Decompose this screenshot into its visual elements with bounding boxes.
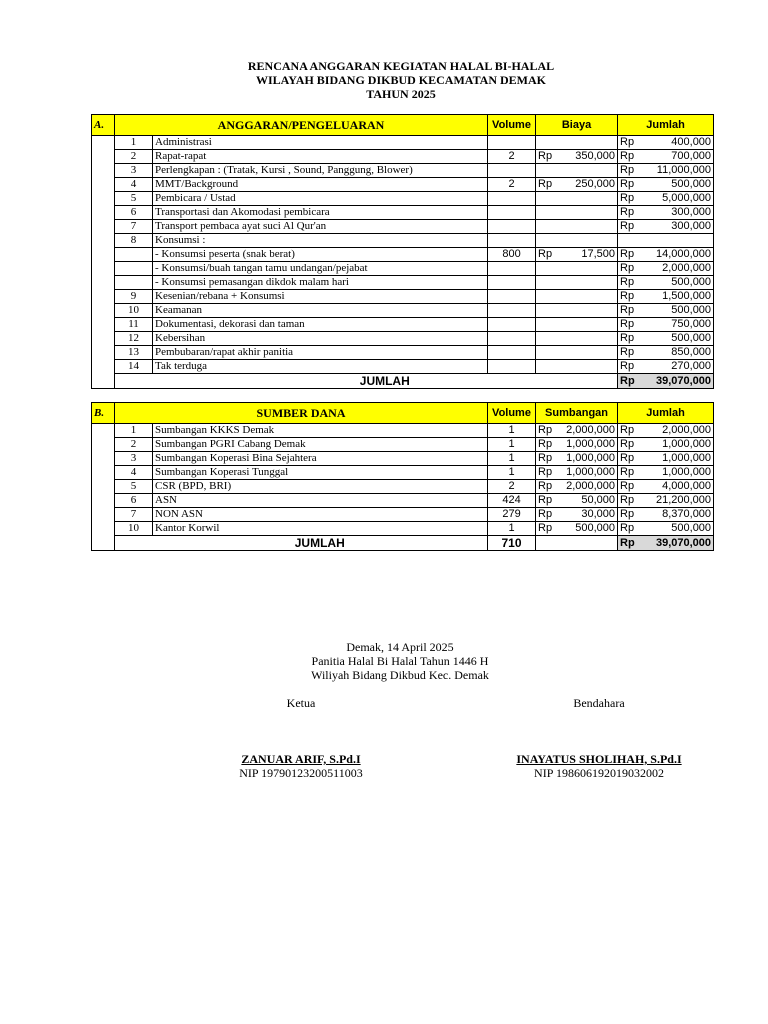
row-biaya-currency <box>536 318 560 332</box>
col-biaya: Biaya <box>536 115 618 136</box>
right-role: Bendahara <box>573 696 625 710</box>
row-biaya-currency <box>536 360 560 374</box>
row-volume <box>488 346 536 360</box>
row-jumlah: 500,000 <box>642 522 714 536</box>
row-number <box>115 262 153 276</box>
row-volume: 800 <box>488 248 536 262</box>
row-jumlah: 1,000,000 <box>642 452 714 466</box>
row-jumlah-currency: Rp <box>618 248 642 262</box>
expense-table <box>91 114 714 389</box>
row-margin <box>92 452 115 466</box>
row-jumlah-currency: Rp <box>618 164 642 178</box>
doc-title-line1: RENCANA ANGGARAN KEGIATAN HALAL BI-HALAL <box>247 59 555 73</box>
row-volume <box>488 136 536 150</box>
row-margin <box>92 262 115 276</box>
row-biaya-currency <box>536 234 560 248</box>
funding-col-volume: Volume <box>488 403 536 424</box>
row-volume <box>488 276 536 290</box>
row-biaya <box>560 304 618 318</box>
row-margin <box>92 508 115 522</box>
expense-total-rp: Rp <box>618 374 642 389</box>
row-item: Perlengkapan : (Tratak, Kursi , Sound, Panggung, Blower) <box>153 164 488 178</box>
row-margin <box>92 424 115 438</box>
funding-total-row <box>92 536 714 551</box>
funding-table <box>91 402 714 551</box>
row-item: Konsumsi : <box>153 234 488 248</box>
row-biaya <box>560 262 618 276</box>
row-margin <box>92 136 115 150</box>
row-jumlah: 850,000 <box>642 346 714 360</box>
table-row <box>92 438 714 452</box>
row-sumbangan-currency: Rp <box>536 452 560 466</box>
row-item: Pembicara / Ustad <box>153 192 488 206</box>
table-row <box>92 136 714 150</box>
funding-col-jumlah: Jumlah <box>618 403 714 424</box>
table-row <box>92 522 714 536</box>
row-biaya-currency <box>536 192 560 206</box>
funding-total-value: 39,070,000 <box>642 536 714 551</box>
table-row <box>92 164 714 178</box>
row-biaya-currency <box>536 304 560 318</box>
row-sumbangan: 500,000 <box>560 522 618 536</box>
row-jumlah: 1,000,000 <box>642 438 714 452</box>
row-item: ASN <box>153 494 488 508</box>
row-number: 8 <box>115 234 153 248</box>
row-volume: 1 <box>488 466 536 480</box>
row-biaya <box>560 276 618 290</box>
row-margin <box>92 220 115 234</box>
row-margin <box>92 466 115 480</box>
row-item: Keamanan <box>153 304 488 318</box>
row-volume: 1 <box>488 452 536 466</box>
row-jumlah: 21,200,000 <box>642 494 714 508</box>
row-item: Transport pembaca ayat suci Al Qur'an <box>153 220 488 234</box>
row-biaya-currency: Rp <box>536 248 560 262</box>
row-biaya: 350,000 <box>560 150 618 164</box>
row-item: Sumbangan PGRI Cabang Demak <box>153 438 488 452</box>
col-jumlah: Jumlah <box>618 115 714 136</box>
row-volume <box>488 290 536 304</box>
row-number: 9 <box>115 290 153 304</box>
table-row <box>92 508 714 522</box>
row-jumlah-currency: Rp <box>618 206 642 220</box>
row-biaya-currency: Rp <box>536 150 560 164</box>
row-jumlah-currency: Rp <box>618 508 642 522</box>
row-sumbangan-currency: Rp <box>536 508 560 522</box>
row-number: 1 <box>115 136 153 150</box>
row-jumlah: 500,000 <box>642 178 714 192</box>
row-jumlah: 500,000 <box>642 332 714 346</box>
table-row <box>92 192 714 206</box>
row-number <box>115 276 153 290</box>
row-jumlah-currency: Rp <box>618 346 642 360</box>
table-row <box>92 206 714 220</box>
row-jumlah: 1,500,000 <box>642 290 714 304</box>
row-jumlah: 500,000 <box>642 304 714 318</box>
row-jumlah-currency: Rp <box>618 494 642 508</box>
row-sumbangan: 2,000,000 <box>560 480 618 494</box>
row-jumlah-currency: Rp <box>618 332 642 346</box>
row-jumlah: 700,000 <box>642 150 714 164</box>
row-biaya <box>560 136 618 150</box>
row-sumbangan-currency: Rp <box>536 480 560 494</box>
expense-header-row <box>92 115 714 136</box>
table-row <box>92 360 714 374</box>
row-item: Kesenian/rebana + Konsumsi <box>153 290 488 304</box>
row-volume <box>488 332 536 346</box>
row-jumlah-currency: Rp <box>618 136 642 150</box>
row-item: Sumbangan Koperasi Bina Sejahtera <box>153 452 488 466</box>
row-sumbangan: 1,000,000 <box>560 466 618 480</box>
row-margin <box>92 192 115 206</box>
row-item: Transportasi dan Akomodasi pembicara <box>153 206 488 220</box>
row-number: 4 <box>115 178 153 192</box>
row-biaya <box>560 346 618 360</box>
table-row <box>92 494 714 508</box>
expense-total-label: JUMLAH <box>153 374 618 389</box>
row-biaya <box>560 290 618 304</box>
row-margin <box>92 234 115 248</box>
row-volume <box>488 318 536 332</box>
row-jumlah-currency: Rp <box>618 318 642 332</box>
row-item: Kebersihan <box>153 332 488 346</box>
row-item: NON ASN <box>153 508 488 522</box>
section-b-letter: B. <box>92 403 115 424</box>
row-item: - Konsumsi peserta (snak berat) <box>153 248 488 262</box>
table-row <box>92 150 714 164</box>
row-sumbangan-currency: Rp <box>536 466 560 480</box>
row-biaya <box>560 192 618 206</box>
row-volume: 1 <box>488 424 536 438</box>
row-item: Tak terduga <box>153 360 488 374</box>
row-number: 14 <box>115 360 153 374</box>
row-number: 6 <box>115 494 153 508</box>
row-number: 13 <box>115 346 153 360</box>
row-biaya-currency <box>536 276 560 290</box>
left-signer-nip: NIP 19790123200511003 <box>239 766 363 780</box>
funding-total-rp: Rp <box>618 536 642 551</box>
row-margin <box>92 304 115 318</box>
row-number: 7 <box>115 220 153 234</box>
table-row <box>92 466 714 480</box>
table-row <box>92 346 714 360</box>
row-jumlah: 270,000 <box>642 360 714 374</box>
row-jumlah-currency: Rp <box>618 480 642 494</box>
row-biaya <box>560 332 618 346</box>
row-number: 7 <box>115 508 153 522</box>
row-item: - Konsumsi/buah tangan tamu undangan/pejabat <box>153 262 488 276</box>
row-jumlah <box>642 234 714 248</box>
row-biaya-currency <box>536 136 560 150</box>
row-number: 3 <box>115 164 153 178</box>
right-signer <box>469 752 729 780</box>
row-item: Kantor Korwil <box>153 522 488 536</box>
row-jumlah-currency: Rp <box>618 522 642 536</box>
row-sumbangan: 50,000 <box>560 494 618 508</box>
row-jumlah-currency: Rp <box>618 452 642 466</box>
row-volume <box>488 234 536 248</box>
row-number: 10 <box>115 522 153 536</box>
row-jumlah-currency: Rp <box>618 424 642 438</box>
row-jumlah-currency: Rp <box>618 150 642 164</box>
row-volume <box>488 360 536 374</box>
table-row <box>92 424 714 438</box>
row-margin <box>92 438 115 452</box>
row-biaya-currency <box>536 290 560 304</box>
row-number: 2 <box>115 438 153 452</box>
row-jumlah: 1,000,000 <box>642 466 714 480</box>
table-row <box>92 248 714 262</box>
row-margin <box>92 248 115 262</box>
row-biaya <box>560 234 618 248</box>
row-volume: 2 <box>488 178 536 192</box>
table-row <box>92 234 714 248</box>
row-margin <box>92 332 115 346</box>
row-margin <box>92 290 115 304</box>
funding-title: SUMBER DANA <box>115 403 488 424</box>
row-jumlah: 400,000 <box>642 136 714 150</box>
row-margin <box>92 276 115 290</box>
row-biaya-currency <box>536 164 560 178</box>
row-jumlah: 750,000 <box>642 318 714 332</box>
row-biaya <box>560 164 618 178</box>
expense-total-row <box>92 374 714 389</box>
row-margin <box>92 150 115 164</box>
row-jumlah: 4,000,000 <box>642 480 714 494</box>
row-number: 11 <box>115 318 153 332</box>
left-signer-name: ZANUAR ARIF, S.Pd.I <box>241 752 361 766</box>
row-sumbangan: 1,000,000 <box>560 452 618 466</box>
row-jumlah-currency: Rp <box>618 276 642 290</box>
row-biaya: 17,500 <box>560 248 618 262</box>
row-jumlah: 300,000 <box>642 220 714 234</box>
row-jumlah: 5,000,000 <box>642 192 714 206</box>
committee-name: Panitia Halal Bi Halal Tahun 1446 H <box>311 654 489 668</box>
row-jumlah: 2,000,000 <box>642 424 714 438</box>
row-margin <box>92 318 115 332</box>
row-biaya-currency <box>536 262 560 276</box>
row-biaya <box>560 206 618 220</box>
funding-total-volume: 710 <box>488 536 536 551</box>
row-number: 10 <box>115 304 153 318</box>
row-jumlah-currency: Rp <box>618 438 642 452</box>
funding-header-row <box>92 403 714 424</box>
row-margin <box>92 178 115 192</box>
committee-region: Wiliyah Bidang Dikbud Kec. Demak <box>311 668 489 682</box>
row-sumbangan-currency: Rp <box>536 438 560 452</box>
row-volume <box>488 164 536 178</box>
row-number: 5 <box>115 480 153 494</box>
row-sumbangan: 30,000 <box>560 508 618 522</box>
row-biaya-currency <box>536 332 560 346</box>
row-item: - Konsumsi pemasangan dikdok malam hari <box>153 276 488 290</box>
expense-col-volume: Volume <box>488 115 536 136</box>
row-jumlah: 11,000,000 <box>642 164 714 178</box>
table-row <box>92 290 714 304</box>
row-margin <box>92 480 115 494</box>
right-signer-name: INAYATUS SHOLIHAH, S.Pd.I <box>516 752 682 766</box>
row-margin <box>92 522 115 536</box>
row-number: 4 <box>115 466 153 480</box>
table-row <box>92 276 714 290</box>
row-sumbangan-currency: Rp <box>536 522 560 536</box>
left-role: Ketua <box>286 696 316 710</box>
table-row <box>92 262 714 276</box>
place-date: Demak, 14 April 2025 <box>346 640 454 654</box>
row-biaya <box>560 360 618 374</box>
expense-title: ANGGARAN/PENGELUARAN <box>115 115 488 136</box>
row-sumbangan-currency: Rp <box>536 494 560 508</box>
row-jumlah-currency: Rp <box>618 220 642 234</box>
row-volume <box>488 304 536 318</box>
row-volume: 279 <box>488 508 536 522</box>
table-row <box>92 480 714 494</box>
row-jumlah-currency: Rp <box>618 466 642 480</box>
table-row <box>92 452 714 466</box>
row-biaya <box>560 318 618 332</box>
row-volume <box>488 192 536 206</box>
row-jumlah: 300,000 <box>642 206 714 220</box>
row-number: 12 <box>115 332 153 346</box>
row-jumlah: 8,370,000 <box>642 508 714 522</box>
funding-total-label: JUMLAH <box>153 536 488 551</box>
row-item: CSR (BPD, BRI) <box>153 480 488 494</box>
row-biaya-currency <box>536 220 560 234</box>
right-signer-nip: NIP 198606192019032002 <box>534 766 664 780</box>
row-biaya-currency: Rp <box>536 178 560 192</box>
row-item: Rapat-rapat <box>153 150 488 164</box>
row-number: 5 <box>115 192 153 206</box>
row-item: Sumbangan Koperasi Tunggal <box>153 466 488 480</box>
row-sumbangan-currency: Rp <box>536 424 560 438</box>
left-signer <box>191 752 411 780</box>
table-row <box>92 220 714 234</box>
row-volume <box>488 262 536 276</box>
doc-title-line2: WILAYAH BIDANG DIKBUD KECAMATAN DEMAK <box>255 73 547 87</box>
row-margin <box>92 346 115 360</box>
row-jumlah-currency: Rp <box>618 360 642 374</box>
row-jumlah: 500,000 <box>642 276 714 290</box>
row-biaya: 250,000 <box>560 178 618 192</box>
row-number: 6 <box>115 206 153 220</box>
section-a-letter: A. <box>92 115 115 136</box>
row-biaya <box>560 220 618 234</box>
row-jumlah-currency: Rp <box>618 304 642 318</box>
row-volume: 1 <box>488 438 536 452</box>
row-number <box>115 248 153 262</box>
row-volume: 2 <box>488 480 536 494</box>
row-jumlah-currency: Rp <box>618 290 642 304</box>
row-biaya-currency <box>536 346 560 360</box>
row-jumlah-currency <box>618 234 642 248</box>
row-number: 1 <box>115 424 153 438</box>
row-item: Sumbangan KKKS Demak <box>153 424 488 438</box>
row-sumbangan: 1,000,000 <box>560 438 618 452</box>
table-row <box>92 178 714 192</box>
row-volume: 1 <box>488 522 536 536</box>
col-sumbangan: Sumbangan <box>536 403 618 424</box>
row-margin <box>92 164 115 178</box>
expense-total-value: 39,070,000 <box>642 374 714 389</box>
row-sumbangan: 2,000,000 <box>560 424 618 438</box>
row-number: 3 <box>115 452 153 466</box>
row-volume: 2 <box>488 150 536 164</box>
row-volume <box>488 206 536 220</box>
row-number: 2 <box>115 150 153 164</box>
table-row <box>92 318 714 332</box>
row-item: MMT/Background <box>153 178 488 192</box>
row-margin <box>92 206 115 220</box>
table-row <box>92 304 714 318</box>
row-item: Administrasi <box>153 136 488 150</box>
row-volume: 424 <box>488 494 536 508</box>
doc-title-line3: TAHUN 2025 <box>366 87 436 101</box>
row-jumlah-currency: Rp <box>618 178 642 192</box>
table-row <box>92 332 714 346</box>
row-item: Pembubaran/rapat akhir panitia <box>153 346 488 360</box>
row-jumlah-currency: Rp <box>618 192 642 206</box>
row-margin <box>92 360 115 374</box>
row-biaya-currency <box>536 206 560 220</box>
row-jumlah: 2,000,000 <box>642 262 714 276</box>
row-margin <box>92 494 115 508</box>
row-item: Dokumentasi, dekorasi dan taman <box>153 318 488 332</box>
row-jumlah-currency: Rp <box>618 262 642 276</box>
row-jumlah: 14,000,000 <box>642 248 714 262</box>
row-volume <box>488 220 536 234</box>
